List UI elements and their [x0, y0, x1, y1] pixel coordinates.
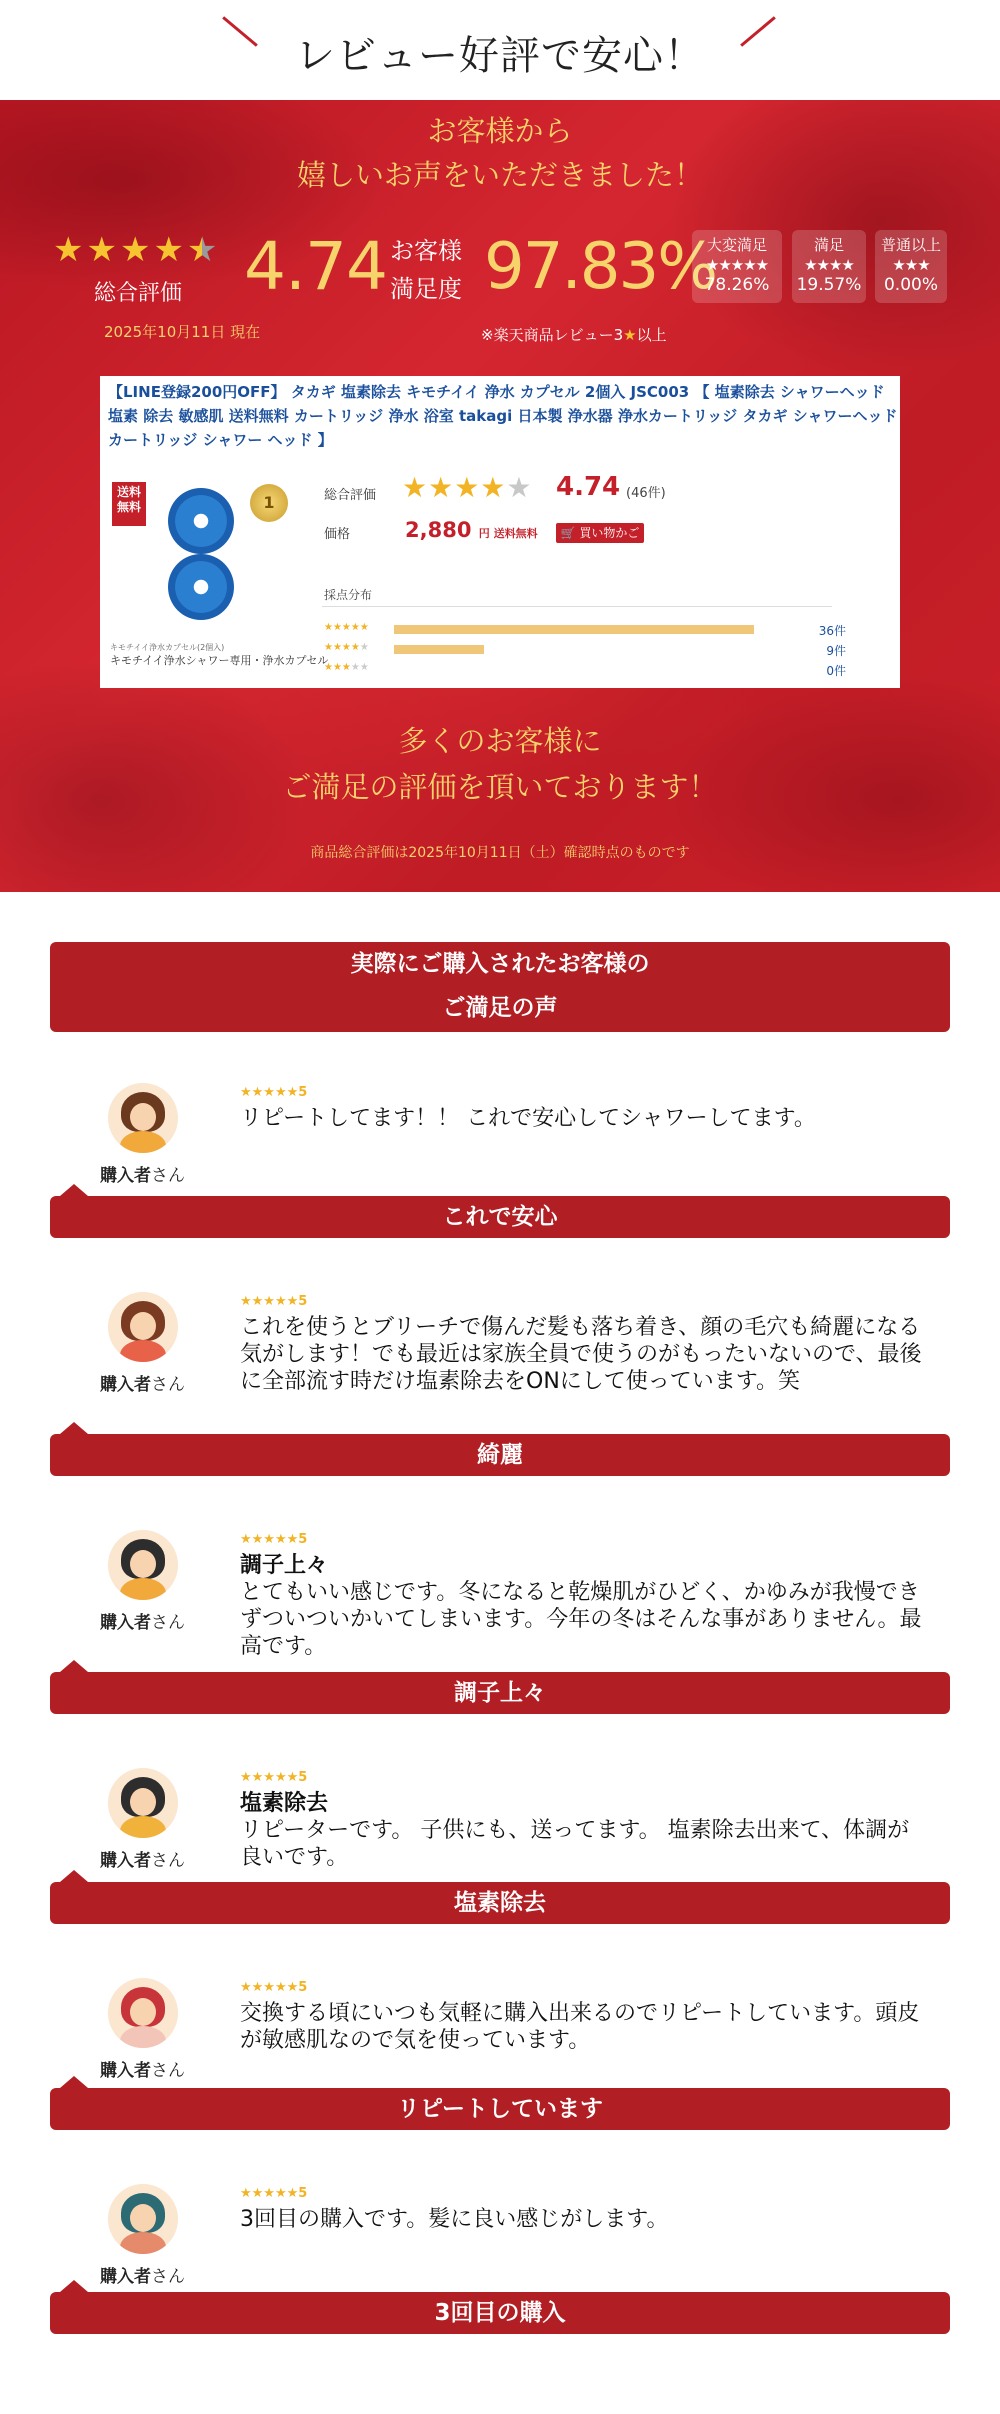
product-price: 2,880 円 送料無料 — [405, 518, 538, 542]
distribution-row-5 — [324, 622, 846, 638]
product-image-capsule-2 — [168, 554, 234, 620]
reviewer-name: 購入者さん — [100, 1851, 185, 1871]
satisfaction-label — [390, 232, 462, 308]
review-body: とてもいい感じです。冬になると乾燥肌がひどく、かゆみが我慢できずついついかいてしまいます。今年の冬はそんな事がありません。最高です。 — [240, 1580, 922, 1659]
stars-icon: ★★★★★ — [324, 642, 369, 653]
review-tag-banner: 塩素除去 — [50, 1882, 950, 1924]
distribution-count-link[interactable]: 36件 — [818, 624, 846, 638]
hero-bottom-note: 商品総合評価は2025年10月11日（土）確認時点のものです — [310, 845, 690, 861]
stars-icon: ★★★★★ — [324, 662, 369, 673]
review-stars-icon: ★★★★★5 — [240, 1294, 308, 1309]
free-shipping-badge: 送料無料 — [112, 482, 146, 526]
stars-icon: ★★★★ — [804, 256, 854, 274]
add-to-cart-button[interactable]: 🛒 買い物かご — [556, 523, 644, 543]
product-caption-small: キモチイイ浄水カプセル(2個入) — [110, 643, 225, 652]
product-rating-label: 総合評価 — [324, 488, 377, 503]
rating-box-satisfied: 満足 ★★★★ 19.57% — [792, 230, 866, 303]
rating-box-very-satisfied: 大変満足 ★★★★★ 78.26% — [692, 230, 782, 303]
review-text — [240, 1105, 930, 1132]
product-price-label: 価格 — [324, 527, 351, 542]
product-image-capsule-1 — [168, 488, 234, 554]
divider — [322, 606, 832, 607]
rating-box-average: 普通以上 ★★★ 0.00% — [875, 230, 947, 303]
reviewer-name: 購入者さん — [100, 2267, 185, 2287]
avatar — [108, 1083, 178, 1153]
review-text — [240, 1314, 930, 1395]
hero-title-line2: 嬉しいお声をいただきました！ — [296, 158, 703, 192]
distribution-count-link[interactable]: 0件 — [826, 664, 846, 678]
avatar — [108, 1530, 178, 1600]
product-stars-icon: ★★★★★ — [402, 471, 533, 504]
avatar — [108, 1768, 178, 1838]
satisfaction-label-line1: お客様 — [390, 237, 462, 265]
review-heading: 調子上々 — [240, 1553, 329, 1578]
review-stars-icon: ★★★★★5 — [240, 1085, 308, 1100]
avatar — [108, 1978, 178, 2048]
reviews-section-banner — [50, 942, 950, 1032]
review-body: 3回目の購入です。髪に良い感じがします。 — [240, 2207, 669, 2232]
distribution-count-link[interactable]: 9件 — [826, 644, 846, 658]
page-header — [0, 0, 1000, 100]
product-review-count[interactable]: (46件) — [626, 486, 666, 501]
satisfaction-percent: 97.83% — [484, 230, 717, 304]
distribution-row-4 — [324, 642, 846, 658]
section-banner-line1: 実際にご購入されたお客様の — [350, 951, 650, 977]
product-caption: キモチイイ浄水シャワー専用・浄水カプセル — [110, 654, 329, 667]
rakuten-review-note: ※楽天商品レビュー3★以上 — [481, 326, 667, 344]
review-tag-banner: 3回目の購入 — [50, 2292, 950, 2334]
review-tag-banner: これで安心 — [50, 1196, 950, 1238]
review-heading: 塩素除去 — [240, 1791, 329, 1816]
overall-stars-icon: ★ ★ ★ ★ ★ — [53, 230, 218, 270]
distribution-bar — [394, 645, 484, 654]
review-stars-icon: ★★★★★5 — [240, 1980, 308, 1995]
rating-date: 2025年10月11日 現在 — [104, 323, 261, 341]
review-text — [240, 2206, 930, 2233]
hero-bottom-line1: 多くのお客様に — [398, 724, 602, 758]
ranking-medal-icon: 1 — [250, 484, 288, 522]
reviewer-name: 購入者さん — [100, 1375, 185, 1395]
rating-summary-row — [0, 230, 1000, 350]
review-text — [240, 1552, 930, 1660]
avatar — [108, 2184, 178, 2254]
satisfaction-label-line2: 満足度 — [390, 275, 462, 303]
product-title-link[interactable]: 【LINE登録200円OFF】 タカギ 塩素除去 キモチイイ 浄水 カプセル 2個入 JSC003 【 塩素除去 シャワーヘッド 塩素 除去 敏感肌 送料無料 カートリッジ 浄水 浴室 takagi 日本製 浄水器 浄水カートリッジ タカギ シャワーヘッドカートリッジ シャワー ヘッド 】 — [108, 383, 898, 449]
review-text — [240, 2000, 930, 2054]
stars-icon: ★★★ — [892, 256, 930, 274]
hero-title-line1: お客様から — [427, 114, 573, 148]
distribution-row-3 — [324, 662, 846, 678]
product-rating-card — [100, 376, 900, 688]
review-body: 交換する頃にいつも気軽に購入出来るのでリピートしています。頭皮が敏感肌なので気を使っています。 — [240, 2001, 920, 2053]
distribution-label: 採点分布 — [324, 588, 373, 602]
review-stars-icon: ★★★★★5 — [240, 1532, 308, 1547]
distribution-bar — [394, 625, 754, 634]
review-body: これを使うとブリーチで傷んだ髪も落ち着き、顔の毛穴も綺麗になる気がします！でも最近は家族全員で使うのがもったいないので、最後に全部流す時だけ塩素除去をONにして使っています。笑 — [240, 1315, 922, 1394]
review-body: リピーターです。 子供にも、送ってます。 塩素除去出来て、体調が良いです。 — [240, 1818, 910, 1870]
review-tag-banner: 綺麗 — [50, 1434, 950, 1476]
review-body: リピートしてます！！ これで安心してシャワーしてます。 — [240, 1106, 816, 1131]
hero-bottom-line2: ご満足の評価を頂いております！ — [282, 770, 718, 804]
overall-rating-label: 総合評価 — [94, 281, 183, 306]
section-banner-line2: ご満足の声 — [442, 995, 558, 1021]
review-tag-banner: リピートしています — [50, 2088, 950, 2130]
review-text — [240, 1790, 930, 1871]
page-title: レビュー好評で安心！ — [295, 33, 705, 79]
review-stars-icon: ★★★★★5 — [240, 1770, 308, 1785]
reviewer-name: 購入者さん — [100, 2061, 185, 2081]
product-rating-value: 4.74 — [556, 472, 621, 502]
stars-icon: ★★★★★ — [705, 256, 769, 274]
review-tag-banner: 調子上々 — [50, 1672, 950, 1714]
avatar — [108, 1292, 178, 1362]
overall-score: 4.74 — [244, 228, 387, 305]
review-stars-icon: ★★★★★5 — [240, 2186, 308, 2201]
stars-icon: ★★★★★ — [324, 622, 369, 633]
reviewer-name: 購入者さん — [100, 1613, 185, 1633]
review-summary-hero — [0, 100, 1000, 892]
reviewer-name: 購入者さん — [100, 1166, 185, 1186]
star-icon: ★ — [623, 326, 637, 344]
